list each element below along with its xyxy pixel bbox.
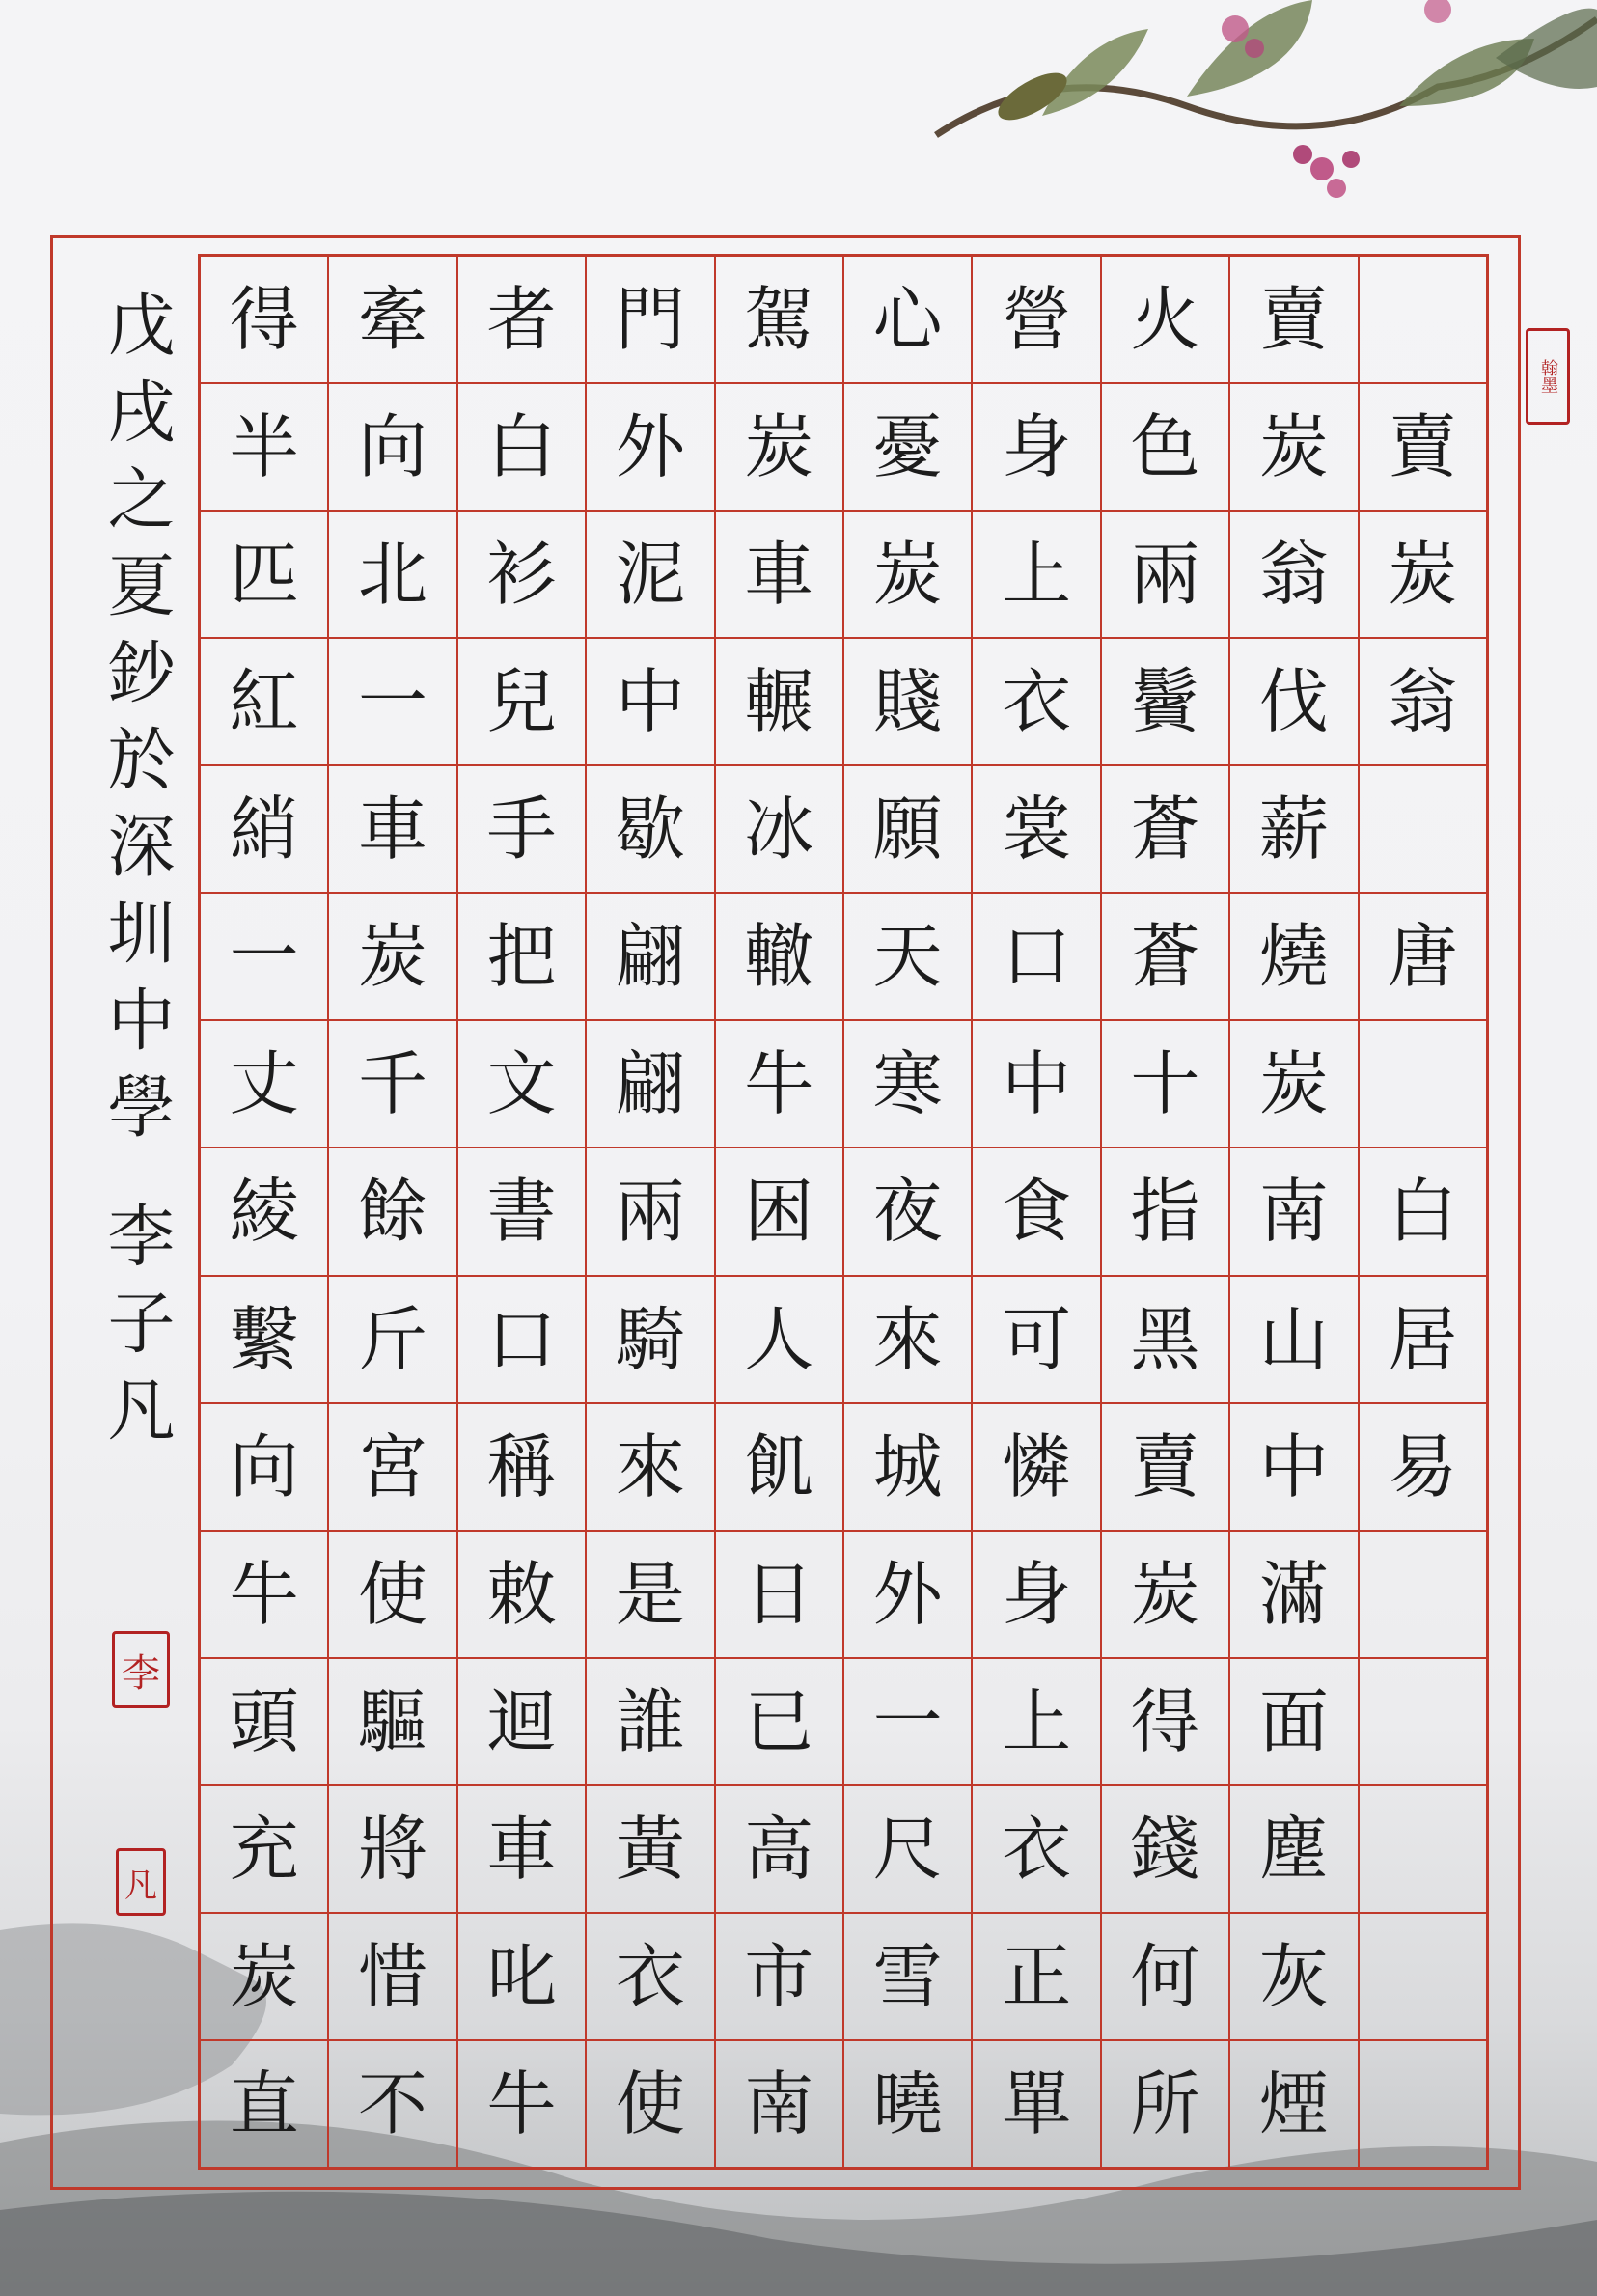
- grid-cell: 冰: [716, 766, 842, 894]
- grid-cell: 裳: [973, 766, 1099, 894]
- grid-cell: 翁: [1360, 639, 1486, 766]
- grid-cell: 匹: [201, 512, 327, 639]
- grid-cell: 塵: [1230, 1786, 1357, 1914]
- grid-cell: 牛: [486, 2062, 557, 2144]
- grid-cell: 向: [329, 384, 455, 512]
- grid-cell: 翩: [587, 894, 713, 1021]
- grid-cell: 南: [1230, 1148, 1357, 1276]
- grid-cell: 得: [201, 257, 327, 384]
- grid-column: [327, 257, 455, 2167]
- grid-cell: [1360, 1532, 1486, 1659]
- grid-cell: 餘: [329, 1148, 455, 1276]
- grid-cell: 營: [973, 257, 1099, 384]
- grid-cell: 夜: [844, 1148, 971, 1276]
- grid-cell: 色: [1102, 384, 1228, 512]
- grid-cell: 兩: [1102, 512, 1228, 639]
- grid-cell: 單: [1002, 2062, 1072, 2144]
- name-seal: 李: [112, 1631, 170, 1708]
- grid-cell: 雪: [844, 1914, 971, 2041]
- grid-cell: 是: [587, 1532, 713, 1659]
- grid-cell: 綃: [201, 766, 327, 894]
- grid-cell: 車: [458, 1786, 585, 1914]
- grid-cell: 天: [844, 894, 971, 1021]
- grid-cell: 衣: [587, 1914, 713, 2041]
- grid-cell: 心: [844, 257, 971, 384]
- grid-cell: 不: [358, 2062, 428, 2144]
- grid-cell: 憂: [844, 384, 971, 512]
- grid-cell: 火: [1102, 257, 1228, 384]
- grid-cell: [1360, 1021, 1486, 1148]
- grid-cell: 身: [973, 384, 1099, 512]
- grid-cell: 煙: [1258, 2062, 1329, 2144]
- grid-cell: 叱: [458, 1914, 585, 2041]
- grid-cell: 炭: [1230, 1021, 1357, 1148]
- grid-cell: 輾: [716, 639, 842, 766]
- flower-painting: [897, 0, 1597, 222]
- grid-cell: 充: [201, 1786, 327, 1914]
- grid-cell: 曉: [872, 2062, 943, 2144]
- grid-cell: 白: [1360, 1148, 1486, 1276]
- inscription-text: 戊戌之夏鈔於深圳中學: [96, 290, 176, 1158]
- grid-cell: 人: [716, 1277, 842, 1404]
- grid-column: [971, 257, 1099, 2167]
- grid-cell: 中: [587, 639, 713, 766]
- grid-cell: 賣: [1360, 384, 1486, 512]
- grid-cell: 鬢: [1102, 639, 1228, 766]
- grid-column: [585, 257, 713, 2167]
- grid-cell: 惜: [329, 1914, 455, 2041]
- grid-cell: 使: [615, 2062, 685, 2144]
- grid-cell: 滿: [1230, 1532, 1357, 1659]
- grid-cell: 口: [973, 894, 1099, 1021]
- grid-cell: 外: [587, 384, 713, 512]
- grid-cell: 來: [587, 1404, 713, 1532]
- grid-cell: 千: [329, 1021, 455, 1148]
- grid-cell: 誰: [587, 1659, 713, 1786]
- grid-cell: 門: [587, 257, 713, 384]
- grid-cell: 黃: [587, 1786, 713, 1914]
- grid-cell: 面: [1230, 1659, 1357, 1786]
- grid-cell: 使: [329, 1532, 455, 1659]
- grid-cell: 中: [973, 1021, 1099, 1148]
- grid-cell: 賤: [844, 639, 971, 766]
- grid-cell: 十: [1102, 1021, 1228, 1148]
- grid-cell: 黑: [1102, 1277, 1228, 1404]
- grid-cell: 紅: [201, 639, 327, 766]
- grid-cell: 將: [329, 1786, 455, 1914]
- corner-seal: 翰墨: [1526, 328, 1570, 425]
- grid-cell: 一: [201, 894, 327, 1021]
- grid-cell: 綾: [201, 1148, 327, 1276]
- grid-cell: 指: [1102, 1148, 1228, 1276]
- grid-cell: 衣: [973, 639, 1099, 766]
- grid-column: [456, 257, 585, 2167]
- grid-cell: 困: [716, 1148, 842, 1276]
- grid-cell: 翩: [587, 1021, 713, 1148]
- grid-cell: 兒: [458, 639, 585, 766]
- grid-cell: 敕: [458, 1532, 585, 1659]
- grid-column: [1358, 257, 1486, 2167]
- grid-cell: 賣: [1102, 1404, 1228, 1532]
- grid-cell: 市: [716, 1914, 842, 2041]
- grid-cell: 衣: [973, 1786, 1099, 1914]
- grid-cell: 驅: [329, 1659, 455, 1786]
- grid-column: [714, 257, 842, 2167]
- grid-cell: 文: [458, 1021, 585, 1148]
- grid-cell: [1360, 766, 1486, 894]
- grid-cell: 丈: [201, 1021, 327, 1148]
- grid-cell: 唐: [1360, 894, 1486, 1021]
- grid-cell: 上: [973, 512, 1099, 639]
- grid-cell: 憐: [973, 1404, 1099, 1532]
- grid-cell: 轍: [716, 894, 842, 1021]
- grid-cell: 車: [329, 766, 455, 894]
- character-grid: [198, 254, 1489, 2170]
- grid-cell: 兩: [587, 1148, 713, 1276]
- inscription-column: [93, 290, 179, 1461]
- grid-cell: 所: [1130, 2062, 1200, 2144]
- grid-cell: 迴: [458, 1659, 585, 1786]
- grid-cell: 城: [844, 1404, 971, 1532]
- grid-cell: 灰: [1230, 1914, 1357, 2041]
- grid-cell: 飢: [716, 1404, 842, 1532]
- grid-cell: 北: [329, 512, 455, 639]
- grid-cell: 炭: [1230, 384, 1357, 512]
- grid-cell: 炭: [1360, 512, 1486, 639]
- grid-cell: [1360, 2041, 1486, 2167]
- grid-column: [1228, 257, 1357, 2167]
- grid-cell: 駕: [716, 257, 842, 384]
- grid-cell: 泥: [587, 512, 713, 639]
- grid-cell: 牛: [201, 1532, 327, 1659]
- grid-cell: 易: [1360, 1404, 1486, 1532]
- grid-cell: 斤: [329, 1277, 455, 1404]
- grid-cell: 頭: [201, 1659, 327, 1786]
- grid-cell: 炭: [716, 384, 842, 512]
- grid-cell: 山: [1230, 1277, 1357, 1404]
- grid-cell: 半: [201, 384, 327, 512]
- grid-cell: 燒: [1230, 894, 1357, 1021]
- grid-cell: 牽: [329, 257, 455, 384]
- grid-cell: 炭: [201, 1914, 327, 2041]
- grid-cell: 繫: [201, 1277, 327, 1404]
- grid-cell: 可: [973, 1277, 1099, 1404]
- grid-cell: [1360, 1659, 1486, 1786]
- grid-cell: [1360, 1914, 1486, 2041]
- grid-cell: 蒼: [1102, 766, 1228, 894]
- grid-cell: 居: [1360, 1277, 1486, 1404]
- grid-cell: 伐: [1230, 639, 1357, 766]
- grid-cell: 中: [1230, 1404, 1357, 1532]
- grid-cell: 尺: [844, 1786, 971, 1914]
- grid-cell: [1360, 1786, 1486, 1914]
- grid-cell: 把: [458, 894, 585, 1021]
- grid-cell: 高: [716, 1786, 842, 1914]
- grid-cell: 日: [716, 1532, 842, 1659]
- grid-cell: 賣: [1230, 257, 1357, 384]
- author-signature: 李子凡: [96, 1201, 176, 1461]
- grid-cell: 炭: [329, 894, 455, 1021]
- grid-cell: 炭: [1102, 1532, 1228, 1659]
- grid-cell: 已: [716, 1659, 842, 1786]
- grid-cell: 南: [744, 2062, 814, 2144]
- grid-cell: 者: [458, 257, 585, 384]
- grid-cell: 蒼: [1102, 894, 1228, 1021]
- grid-cell: 一: [329, 639, 455, 766]
- grid-cell: 衫: [458, 512, 585, 639]
- grid-cell: 身: [973, 1532, 1099, 1659]
- grid-cell: 直: [229, 2062, 299, 2144]
- grid-cell: 外: [844, 1532, 971, 1659]
- grid-cell: 車: [716, 512, 842, 639]
- grid-cell: [1360, 257, 1486, 384]
- grid-cell: 翁: [1230, 512, 1357, 639]
- grid-cell: 手: [458, 766, 585, 894]
- grid-cell: 願: [844, 766, 971, 894]
- grid-cell: 食: [973, 1148, 1099, 1276]
- grid-cell: 炭: [844, 512, 971, 639]
- grid-cell: 口: [458, 1277, 585, 1404]
- grid-cell: 書: [458, 1148, 585, 1276]
- grid-cell: 向: [201, 1404, 327, 1532]
- grid-cell: 稱: [458, 1404, 585, 1532]
- grid-cell: 來: [844, 1277, 971, 1404]
- grid-cell: 牛: [716, 1021, 842, 1148]
- grid-cell: 得: [1102, 1659, 1228, 1786]
- grid-cell: 正: [973, 1914, 1099, 2041]
- grid-column: [842, 257, 971, 2167]
- grid-cell: 何: [1102, 1914, 1228, 2041]
- grid-column: [201, 257, 327, 2167]
- grid-cell: 錢: [1102, 1786, 1228, 1914]
- grid-cell: 白: [458, 384, 585, 512]
- grid-column: [1100, 257, 1228, 2167]
- grid-cell: 寒: [844, 1021, 971, 1148]
- grid-cell: 宮: [329, 1404, 455, 1532]
- grid-cell: 一: [844, 1659, 971, 1786]
- grid-cell: 歇: [587, 766, 713, 894]
- grid-cell: 上: [973, 1659, 1099, 1786]
- grid-cell: 騎: [587, 1277, 713, 1404]
- secondary-seal: 凡: [116, 1848, 166, 1916]
- grid-cell: 薪: [1230, 766, 1357, 894]
